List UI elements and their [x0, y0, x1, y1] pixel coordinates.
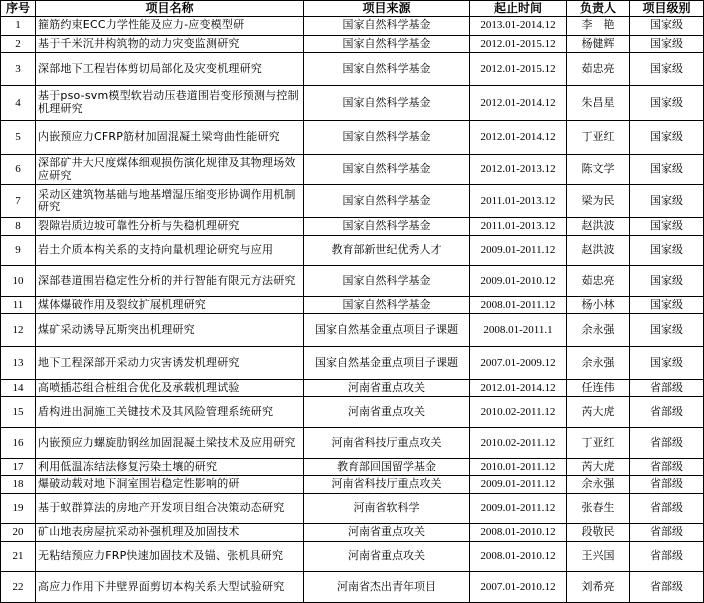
cell-name: 采动区建筑物基础与地基增湿压缩变形协调作用机制研究 — [36, 185, 304, 218]
cell-no: 15 — [1, 397, 36, 428]
cell-name: 煤矿采动诱导瓦斯突出机理研究 — [36, 314, 304, 347]
cell-name: 矿山地表房屋抗采动补强机理及加固技术 — [36, 524, 304, 541]
cell-no: 4 — [1, 85, 36, 120]
cell-no: 14 — [1, 379, 36, 396]
cell-level: 国家级 — [630, 17, 704, 36]
cell-level: 省部级 — [630, 476, 704, 493]
cell-leader: 杨小林 — [567, 296, 630, 313]
cell-leader: 梁为民 — [567, 185, 630, 218]
cell-source: 国家自然科学基金 — [304, 85, 470, 120]
cell-source: 国家自然科学基金 — [304, 185, 470, 218]
cell-source: 河南省杰出青年项目 — [304, 572, 470, 603]
cell-no: 10 — [1, 266, 36, 297]
cell-source: 国家自然科学基金 — [304, 154, 470, 185]
header-no: 序号 — [1, 1, 36, 17]
cell-source: 河南省重点攻关 — [304, 541, 470, 572]
table-row — [1, 218, 704, 235]
cell-level: 省部级 — [630, 541, 704, 572]
cell-period: 2009.01-2011.12 — [470, 493, 567, 524]
cell-no: 19 — [1, 493, 36, 524]
cell-period: 2012.01-2014.12 — [470, 379, 567, 396]
cell-no: 7 — [1, 185, 36, 218]
cell-level: 国家级 — [630, 218, 704, 235]
cell-name: 基于蚁群算法的房地产开发项目组合决策动态研究 — [36, 493, 304, 524]
cell-period: 2012.01-2014.12 — [470, 120, 567, 154]
cell-level: 省部级 — [630, 493, 704, 524]
cell-name: 煤体爆破作用及裂纹扩展机理研究 — [36, 296, 304, 313]
cell-name: 深部矿井大尺度煤体细观损伤演化规律及其物理场效应研究 — [36, 154, 304, 185]
table-row — [1, 541, 704, 572]
header-row — [1, 1, 704, 17]
cell-leader: 芮大虎 — [567, 458, 630, 475]
cell-period: 2008.01-2011.12 — [470, 296, 567, 313]
cell-no: 20 — [1, 524, 36, 541]
table-row — [1, 524, 704, 541]
cell-source: 国家自然科学基金 — [304, 35, 470, 52]
cell-level: 国家级 — [630, 85, 704, 120]
cell-leader: 赵洪波 — [567, 218, 630, 235]
cell-period: 2012.01-2015.12 — [470, 35, 567, 52]
cell-level: 国家级 — [630, 53, 704, 86]
cell-leader: 刘希亮 — [567, 572, 630, 603]
table-row — [1, 347, 704, 380]
table-row — [1, 266, 704, 297]
cell-level: 国家级 — [630, 35, 704, 52]
cell-no: 6 — [1, 154, 36, 185]
cell-source: 国家自然科学基金 — [304, 218, 470, 235]
cell-source: 国家自然科学基金 — [304, 296, 470, 313]
cell-level: 省部级 — [630, 379, 704, 396]
header-name: 项目名称 — [36, 1, 304, 17]
cell-source: 国家自然基金重点项目子课题 — [304, 347, 470, 380]
table-row — [1, 235, 704, 266]
cell-name: 内嵌预应力CFRP筋材加固混凝土梁弯曲性能研究 — [36, 120, 304, 154]
cell-level: 国家级 — [630, 154, 704, 185]
cell-source: 河南省重点攻关 — [304, 379, 470, 396]
cell-period: 2010.01-2011.12 — [470, 458, 567, 475]
cell-no: 12 — [1, 314, 36, 347]
cell-no: 18 — [1, 476, 36, 493]
cell-name: 盾构进出洞施工关键技术及其风险管理系统研究 — [36, 397, 304, 428]
table-row — [1, 428, 704, 459]
cell-level: 国家级 — [630, 120, 704, 154]
cell-period: 2012.01-2014.12 — [470, 85, 567, 120]
table-row — [1, 53, 704, 86]
cell-period: 2008.01-2010.12 — [470, 524, 567, 541]
table-row — [1, 476, 704, 493]
cell-period: 2008.01-2010.12 — [470, 541, 567, 572]
cell-period: 2013.01-2014.12 — [470, 17, 567, 36]
cell-no: 1 — [1, 17, 36, 36]
cell-leader: 朱昌星 — [567, 85, 630, 120]
cell-period: 2012.01-2013.12 — [470, 154, 567, 185]
cell-period: 2009.01-2010.12 — [470, 266, 567, 297]
cell-leader: 芮大虎 — [567, 397, 630, 428]
table-row — [1, 397, 704, 428]
cell-leader: 赵洪波 — [567, 235, 630, 266]
cell-no: 13 — [1, 347, 36, 380]
cell-period: 2011.01-2013.12 — [470, 185, 567, 218]
cell-source: 教育部回国留学基金 — [304, 458, 470, 475]
cell-period: 2008.01-2011.1 — [470, 314, 567, 347]
cell-leader: 余永强 — [567, 476, 630, 493]
cell-name: 深部巷道围岩稳定性分析的并行智能有限元方法研究 — [36, 266, 304, 297]
cell-level: 省部级 — [630, 524, 704, 541]
cell-name: 基于千米沉井构筑物的动力灾变监测研究 — [36, 35, 304, 52]
header-source: 项目来源 — [304, 1, 470, 17]
cell-leader: 王兴国 — [567, 541, 630, 572]
cell-period: 2009.01-2011.12 — [470, 476, 567, 493]
cell-source: 河南省重点攻关 — [304, 524, 470, 541]
cell-source: 河南省科技厅重点攻关 — [304, 476, 470, 493]
cell-name: 内嵌预应力螺旋肋钢丝加固混凝土梁技术及应用研究 — [36, 428, 304, 459]
table-row — [1, 493, 704, 524]
cell-name: 基于pso-svm模型软岩动压巷道围岩变形预测与控制机理研究 — [36, 85, 304, 120]
cell-source: 河南省软科学 — [304, 493, 470, 524]
table-row — [1, 35, 704, 52]
cell-source: 国家自然科学基金 — [304, 17, 470, 36]
cell-leader: 李 艳 — [567, 17, 630, 36]
cell-no: 16 — [1, 428, 36, 459]
cell-no: 9 — [1, 235, 36, 266]
cell-source: 国家自然科学基金 — [304, 266, 470, 297]
cell-no: 8 — [1, 218, 36, 235]
cell-name: 无粘结预应力FRP快速加固技术及锚、张机具研究 — [36, 541, 304, 572]
cell-level: 省部级 — [630, 458, 704, 475]
table-body — [1, 17, 704, 603]
cell-name: 深部地下工程岩体剪切局部化及灾变机理研究 — [36, 53, 304, 86]
cell-name: 箍筋约束ECC力学性能及应力-应变模型研 — [36, 17, 304, 36]
cell-level: 省部级 — [630, 397, 704, 428]
table-row — [1, 185, 704, 218]
table-row — [1, 154, 704, 185]
cell-period: 2007.01-2009.12 — [470, 347, 567, 380]
cell-source: 河南省重点攻关 — [304, 397, 470, 428]
cell-leader: 余永强 — [567, 347, 630, 380]
cell-level: 省部级 — [630, 428, 704, 459]
table-row — [1, 296, 704, 313]
cell-leader: 丁亚红 — [567, 120, 630, 154]
cell-period: 2011.01-2013.12 — [470, 218, 567, 235]
cell-level: 国家级 — [630, 235, 704, 266]
cell-source: 教育部新世纪优秀人才 — [304, 235, 470, 266]
cell-level: 国家级 — [630, 347, 704, 380]
cell-no: 21 — [1, 541, 36, 572]
cell-level: 国家级 — [630, 296, 704, 313]
cell-no: 2 — [1, 35, 36, 52]
cell-leader: 茹忠亮 — [567, 266, 630, 297]
cell-leader: 陈文学 — [567, 154, 630, 185]
table-row — [1, 379, 704, 396]
cell-source: 国家自然科学基金 — [304, 120, 470, 154]
table-row — [1, 572, 704, 603]
cell-source: 国家自然科学基金 — [304, 53, 470, 86]
cell-leader: 段敬民 — [567, 524, 630, 541]
cell-name: 岩土介质本构关系的支持向量机理论研究与应用 — [36, 235, 304, 266]
cell-no: 3 — [1, 53, 36, 86]
cell-name: 爆破动载对地下洞室围岩稳定性影响的研 — [36, 476, 304, 493]
cell-level: 国家级 — [630, 266, 704, 297]
cell-leader: 余永强 — [567, 314, 630, 347]
cell-leader: 茹忠亮 — [567, 53, 630, 86]
cell-no: 22 — [1, 572, 36, 603]
header-level: 项目级别 — [630, 1, 704, 17]
header-leader: 负责人 — [567, 1, 630, 17]
cell-leader: 任连伟 — [567, 379, 630, 396]
cell-leader: 张春生 — [567, 493, 630, 524]
table-row — [1, 120, 704, 154]
table-row — [1, 458, 704, 475]
cell-name: 裂隙岩质边坡可靠性分析与失稳机理研究 — [36, 218, 304, 235]
cell-period: 2010.02-2011.12 — [470, 397, 567, 428]
header-period: 起止时间 — [470, 1, 567, 17]
cell-period: 2010.02-2011.12 — [470, 428, 567, 459]
table-row — [1, 314, 704, 347]
cell-level: 国家级 — [630, 314, 704, 347]
table-row — [1, 85, 704, 120]
cell-name: 高喷插芯组合桩组合优化及承载机理试验 — [36, 379, 304, 396]
cell-period: 2007.01-2010.12 — [470, 572, 567, 603]
cell-name: 高应力作用下井壁界面剪切本构关系大型试验研究 — [36, 572, 304, 603]
cell-name: 地下工程深部开采动力灾害诱发机理研究 — [36, 347, 304, 380]
cell-period: 2009.01-2011.12 — [470, 235, 567, 266]
cell-no: 17 — [1, 458, 36, 475]
cell-level: 国家级 — [630, 185, 704, 218]
table-row — [1, 17, 704, 36]
cell-leader: 丁亚红 — [567, 428, 630, 459]
cell-level: 省部级 — [630, 572, 704, 603]
cell-name: 利用低温冻结法修复污染土壤的研究 — [36, 458, 304, 475]
cell-leader: 杨健辉 — [567, 35, 630, 52]
cell-source: 国家自然基金重点项目子课题 — [304, 314, 470, 347]
cell-no: 5 — [1, 120, 36, 154]
cell-period: 2012.01-2015.12 — [470, 53, 567, 86]
cell-no: 11 — [1, 296, 36, 313]
cell-source: 河南省科技厅重点攻关 — [304, 428, 470, 459]
